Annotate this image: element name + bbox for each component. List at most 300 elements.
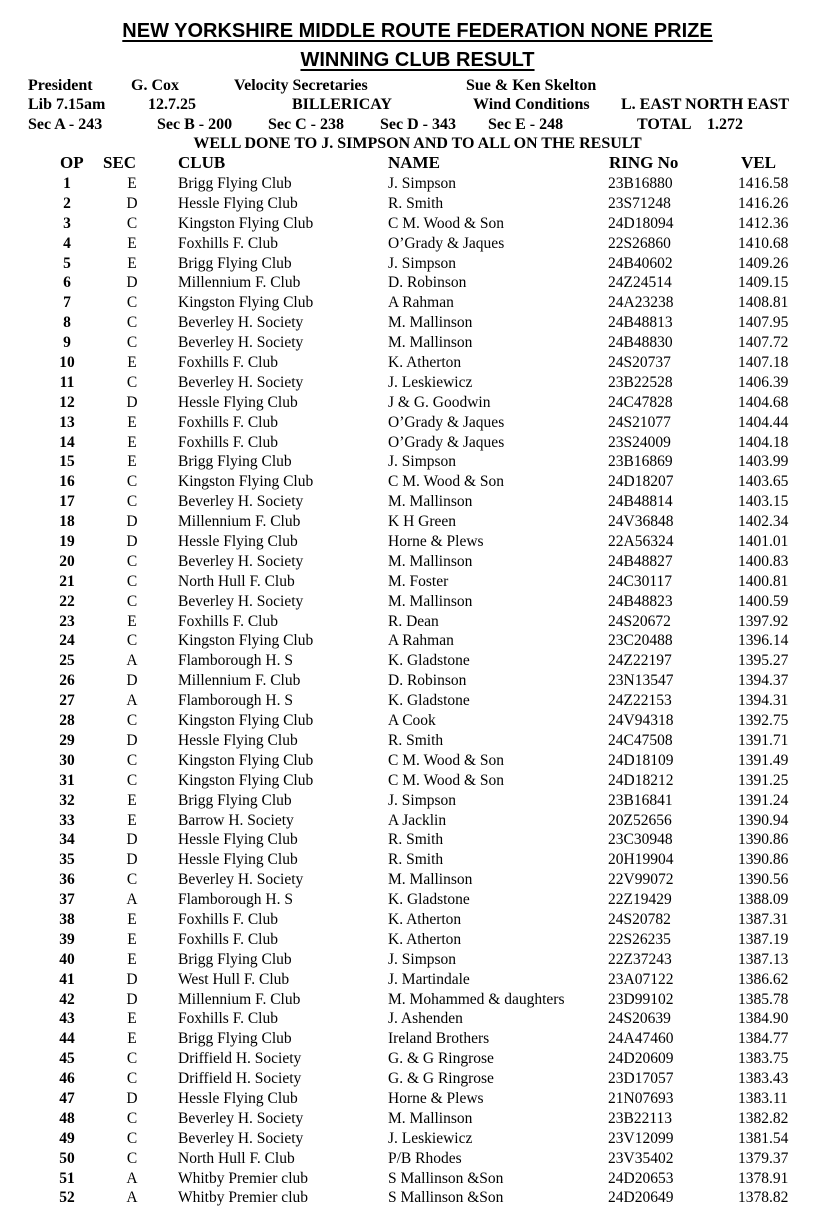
section-cell: C	[126, 771, 138, 789]
velocity-cell: 1378.82	[738, 1189, 789, 1207]
placing-cell: 15	[59, 453, 75, 471]
name-cell: K. Atherton	[388, 930, 462, 948]
velocity-cell: 1400.59	[738, 592, 789, 610]
ring-number-cell: 24D20609	[608, 1050, 674, 1068]
name-cell: R. Smith	[388, 194, 444, 212]
section-cell: E	[127, 791, 137, 809]
ring-number-cell: 24V94318	[608, 712, 674, 730]
ring-number-cell: 22V99072	[608, 871, 674, 889]
table-row	[0, 751, 835, 771]
ring-number-cell: 24B40602	[608, 254, 673, 272]
name-cell: C M. Wood & Son	[388, 751, 505, 769]
section-a-count: Sec A - 243	[28, 116, 103, 133]
name-cell: R. Smith	[388, 731, 444, 749]
ring-number-cell: 24V36848	[608, 513, 674, 531]
name-cell: A Jacklin	[388, 811, 447, 829]
name-cell: C M. Wood & Son	[388, 473, 505, 491]
name-cell: O’Grady & Jaques	[388, 413, 505, 431]
table-row	[0, 1009, 835, 1029]
placing-cell: 44	[59, 1030, 75, 1048]
placing-cell: 18	[59, 513, 75, 531]
table-row	[0, 373, 835, 393]
ring-number-cell: 24D18109	[608, 751, 674, 769]
velocity-cell: 1391.25	[738, 771, 789, 789]
table-row	[0, 293, 835, 313]
section-cell: E	[127, 254, 137, 272]
table-row	[0, 631, 835, 651]
section-c-count: Sec C - 238	[268, 116, 344, 133]
ring-number-cell: 21N07693	[608, 1089, 674, 1107]
velocity-cell: 1403.99	[738, 453, 789, 471]
section-cell: E	[127, 950, 137, 968]
ring-number-cell: 24C47508	[608, 731, 673, 749]
club-cell: Flamborough H. S	[178, 692, 293, 710]
name-cell: K. Gladstone	[388, 692, 470, 710]
section-cell: D	[126, 533, 138, 551]
section-cell: A	[126, 692, 138, 710]
club-cell: Foxhills F. Club	[178, 234, 278, 252]
velocity-cell: 1408.81	[738, 294, 789, 312]
name-cell: J. Leskiewicz	[388, 1129, 473, 1147]
section-cell: E	[127, 1030, 137, 1048]
section-cell: C	[126, 592, 138, 610]
club-cell: Brigg Flying Club	[178, 950, 292, 968]
table-row	[0, 492, 835, 512]
name-cell: O’Grady & Jaques	[388, 433, 505, 451]
placing-cell: 38	[59, 910, 75, 928]
table-row	[0, 850, 835, 870]
column-header-name: NAME	[388, 153, 440, 172]
velocity-cell: 1383.43	[738, 1070, 789, 1088]
table-row	[0, 254, 835, 274]
section-cell: D	[126, 672, 138, 690]
placing-cell: 9	[63, 334, 71, 352]
table-row	[0, 393, 835, 413]
placing-cell: 5	[63, 254, 71, 272]
section-cell: C	[126, 871, 138, 889]
table-row	[0, 273, 835, 293]
table-row	[0, 691, 835, 711]
placing-cell: 8	[63, 314, 71, 332]
placing-cell: 32	[59, 791, 75, 809]
ring-number-cell: 23B16841	[608, 791, 673, 809]
section-cell: E	[127, 433, 137, 451]
title-line-1: NEW YORKSHIRE MIDDLE ROUTE FEDERATION NONE PRIZE	[122, 20, 713, 42]
name-cell: J. Simpson	[388, 950, 457, 968]
ring-number-cell: 23D17057	[608, 1070, 674, 1088]
ring-number-cell: 23V12099	[608, 1129, 674, 1147]
ring-number-cell: 24Z22153	[608, 692, 672, 710]
section-cell: C	[126, 493, 138, 511]
section-cell: C	[126, 214, 138, 232]
table-row	[0, 1109, 835, 1129]
name-cell: A Rahman	[388, 632, 454, 650]
placing-cell: 46	[59, 1070, 75, 1088]
name-cell: Horne & Plews	[388, 1089, 484, 1107]
velocity-cell: 1409.15	[738, 274, 789, 292]
name-cell: M. Mohammed & daughters	[388, 990, 565, 1008]
table-row	[0, 512, 835, 532]
placing-cell: 25	[59, 652, 75, 670]
club-cell: Beverley H. Society	[178, 1129, 304, 1147]
table-row	[0, 910, 835, 930]
name-cell: P/B Rhodes	[388, 1149, 462, 1167]
ring-number-cell: 24B48830	[608, 334, 673, 352]
club-cell: Millennium F. Club	[178, 274, 301, 292]
velocity-cell: 1403.65	[738, 473, 789, 491]
name-cell: A Rahman	[388, 294, 454, 312]
table-row	[0, 1049, 835, 1069]
table-row	[0, 811, 835, 831]
club-cell: Beverley H. Society	[178, 314, 304, 332]
placing-cell: 36	[59, 871, 75, 889]
placing-cell: 14	[59, 433, 75, 451]
table-row	[0, 771, 835, 791]
ring-number-cell: 22Z19429	[608, 891, 672, 909]
placing-cell: 37	[59, 891, 75, 909]
placing-cell: 31	[59, 771, 75, 789]
section-cell: E	[127, 354, 137, 372]
club-cell: Flamborough H. S	[178, 652, 293, 670]
velocity-cell: 1407.18	[738, 354, 789, 372]
velocity-cell: 1403.15	[738, 493, 789, 511]
club-cell: Driffield H. Society	[178, 1050, 302, 1068]
name-cell: K. Atherton	[388, 354, 462, 372]
ring-number-cell: 24B48813	[608, 314, 673, 332]
table-row	[0, 870, 835, 890]
table-row	[0, 711, 835, 731]
club-cell: Flamborough H. S	[178, 891, 293, 909]
ring-number-cell: 24B48823	[608, 592, 673, 610]
table-row	[0, 472, 835, 492]
ring-number-cell: 24S20672	[608, 612, 671, 630]
club-cell: Millennium F. Club	[178, 990, 301, 1008]
ring-number-cell: 22Z37243	[608, 950, 672, 968]
table-row	[0, 1069, 835, 1089]
club-cell: Beverley H. Society	[178, 592, 304, 610]
velocity-cell: 1410.68	[738, 234, 789, 252]
club-cell: Brigg Flying Club	[178, 175, 292, 192]
velocity-cell: 1387.19	[738, 930, 789, 948]
placing-cell: 13	[59, 413, 75, 431]
table-row	[0, 791, 835, 811]
velocity-cell: 1404.18	[738, 433, 789, 451]
club-cell: West Hull F. Club	[178, 970, 290, 988]
name-cell: K. Gladstone	[388, 652, 470, 670]
velocity-cell: 1407.95	[738, 314, 789, 332]
club-cell: Hessle Flying Club	[178, 731, 298, 749]
club-cell: Kingston Flying Club	[178, 214, 314, 232]
placing-cell: 45	[59, 1050, 75, 1068]
name-cell: M. Mallinson	[388, 314, 473, 332]
section-cell: D	[126, 731, 138, 749]
velocity-cell: 1404.44	[738, 413, 789, 431]
table-row	[0, 970, 835, 990]
section-cell: E	[127, 930, 137, 948]
president-label: President	[28, 77, 93, 94]
placing-cell: 17	[59, 493, 75, 511]
name-cell: S Mallinson &Son	[388, 1169, 504, 1187]
name-cell: R. Dean	[388, 612, 439, 630]
name-cell: D. Robinson	[388, 672, 467, 690]
section-cell: E	[127, 910, 137, 928]
club-cell: Kingston Flying Club	[178, 751, 314, 769]
placing-cell: 35	[59, 851, 75, 869]
title-line-2: WINNING CLUB RESULT	[300, 49, 535, 71]
ring-number-cell: 22S26860	[608, 234, 671, 252]
velocity-cell: 1401.01	[738, 533, 789, 551]
placing-cell: 33	[59, 811, 75, 829]
placing-cell: 4	[63, 234, 71, 252]
ring-number-cell: 20H19904	[608, 851, 674, 869]
section-cell: D	[126, 513, 138, 531]
ring-number-cell: 24Z22197	[608, 652, 672, 670]
placing-cell: 1	[63, 175, 71, 192]
section-cell: E	[127, 234, 137, 252]
ring-number-cell: 24D20653	[608, 1169, 674, 1187]
results-table	[0, 174, 835, 1208]
table-row	[0, 930, 835, 950]
table-row	[0, 1149, 835, 1169]
name-cell: M. Foster	[388, 572, 449, 590]
ring-number-cell: 24A23238	[608, 294, 674, 312]
club-cell: Hessle Flying Club	[178, 533, 298, 551]
section-cell: A	[126, 891, 138, 909]
name-cell: J. Leskiewicz	[388, 373, 473, 391]
placing-cell: 48	[59, 1109, 75, 1127]
table-row	[0, 671, 835, 691]
ring-number-cell: 24C30117	[608, 572, 673, 590]
ring-number-cell: 24D18207	[608, 473, 674, 491]
ring-number-cell: 23B16880	[608, 175, 673, 192]
name-cell: G. & G Ringrose	[388, 1070, 494, 1088]
section-cell: C	[126, 1050, 138, 1068]
velocity-cell: 1384.77	[738, 1030, 789, 1048]
section-cell: E	[127, 413, 137, 431]
section-cell: E	[127, 1010, 137, 1028]
club-cell: North Hull F. Club	[178, 1149, 295, 1167]
name-cell: K. Gladstone	[388, 891, 470, 909]
table-row	[0, 194, 835, 214]
section-cell: D	[126, 831, 138, 849]
club-cell: Brigg Flying Club	[178, 1030, 292, 1048]
club-cell: Foxhills F. Club	[178, 1010, 278, 1028]
section-cell: E	[127, 175, 137, 192]
club-cell: Hessle Flying Club	[178, 831, 298, 849]
velocity-cell: 1409.26	[738, 254, 789, 272]
placing-cell: 10	[59, 354, 75, 372]
club-cell: Whitby Premier club	[178, 1169, 308, 1187]
section-cell: D	[126, 393, 138, 411]
table-row	[0, 1188, 835, 1208]
placing-cell: 6	[63, 274, 71, 292]
section-cell: C	[126, 712, 138, 730]
name-cell: M. Mallinson	[388, 592, 473, 610]
club-cell: Beverley H. Society	[178, 1109, 304, 1127]
ring-number-cell: 23D99102	[608, 990, 674, 1008]
section-cell: A	[126, 1169, 138, 1187]
section-cell: A	[126, 652, 138, 670]
wind-conditions-value: L. EAST NORTH EAST	[621, 96, 790, 113]
ring-number-cell: 22S26235	[608, 930, 671, 948]
table-row	[0, 1129, 835, 1149]
name-cell: Ireland Brothers	[388, 1030, 490, 1048]
velocity-cell: 1381.54	[738, 1129, 789, 1147]
name-cell: S Mallinson &Son	[388, 1189, 504, 1207]
name-cell: O’Grady & Jaques	[388, 234, 505, 252]
section-cell: D	[126, 274, 138, 292]
velocity-cell: 1390.94	[738, 811, 789, 829]
ring-number-cell: 22A56324	[608, 533, 674, 551]
velocity-cell: 1382.82	[738, 1109, 789, 1127]
placing-cell: 49	[59, 1129, 75, 1147]
wind-conditions-label: Wind Conditions	[473, 96, 590, 113]
velocity-cell: 1392.75	[738, 712, 789, 730]
placing-cell: 40	[59, 950, 75, 968]
club-cell: Brigg Flying Club	[178, 254, 292, 272]
placing-cell: 39	[59, 930, 75, 948]
name-cell: M. Mallinson	[388, 871, 473, 889]
ring-number-cell: 24Z24514	[608, 274, 672, 292]
club-cell: Hessle Flying Club	[178, 194, 298, 212]
placing-cell: 24	[59, 632, 75, 650]
section-cell: C	[126, 1070, 138, 1088]
section-cell: C	[126, 294, 138, 312]
table-row	[0, 452, 835, 472]
placing-cell: 7	[63, 294, 71, 312]
table-row	[0, 313, 835, 333]
name-cell: A Cook	[388, 712, 436, 730]
velocity-cell: 1396.14	[738, 632, 789, 650]
section-cell: D	[126, 1089, 138, 1107]
ring-number-cell: 24B48827	[608, 552, 673, 570]
section-d-count: Sec D - 343	[380, 116, 456, 133]
table-row	[0, 1029, 835, 1049]
section-cell: E	[127, 612, 137, 630]
velocity-cell: 1397.92	[738, 612, 789, 630]
congratulations-banner: WELL DONE TO J. SIMPSON AND TO ALL ON THE RESULT	[193, 135, 642, 152]
name-cell: R. Smith	[388, 831, 444, 849]
club-cell: Kingston Flying Club	[178, 473, 314, 491]
club-cell: Kingston Flying Club	[178, 294, 314, 312]
placing-cell: 20	[59, 552, 75, 570]
table-row	[0, 532, 835, 552]
race-date: 12.7.25	[148, 96, 196, 113]
placing-cell: 12	[59, 393, 75, 411]
velocity-cell: 1387.31	[738, 910, 789, 928]
column-header-vel: VEL	[741, 153, 776, 172]
club-cell: Kingston Flying Club	[178, 632, 314, 650]
table-row	[0, 1169, 835, 1189]
liberation-time: Lib 7.15am	[28, 96, 106, 113]
club-cell: Foxhills F. Club	[178, 354, 278, 372]
section-cell: C	[126, 552, 138, 570]
ring-number-cell: 24D20649	[608, 1189, 674, 1207]
velocity-cell: 1390.56	[738, 871, 789, 889]
placing-cell: 21	[59, 572, 75, 590]
club-cell: Hessle Flying Club	[178, 1089, 298, 1107]
club-cell: Beverley H. Society	[178, 334, 304, 352]
placing-cell: 41	[59, 970, 75, 988]
president-name: G. Cox	[131, 77, 179, 94]
total-value: 1.272	[707, 116, 743, 133]
section-cell: E	[127, 811, 137, 829]
name-cell: J. Simpson	[388, 791, 457, 809]
placing-cell: 30	[59, 751, 75, 769]
section-cell: C	[126, 751, 138, 769]
total-label: TOTAL	[637, 116, 692, 133]
ring-number-cell: 24C47828	[608, 393, 673, 411]
ring-number-cell: 23C20488	[608, 632, 673, 650]
section-cell: C	[126, 1129, 138, 1147]
name-cell: D. Robinson	[388, 274, 467, 292]
placing-cell: 47	[59, 1089, 75, 1107]
section-cell: C	[126, 314, 138, 332]
velocity-cell: 1416.26	[738, 194, 789, 212]
velocity-cell: 1383.11	[738, 1089, 788, 1107]
velocity-cell: 1379.37	[738, 1149, 789, 1167]
table-row	[0, 572, 835, 592]
column-header-ring: RING No	[609, 153, 679, 172]
ring-number-cell: 24A47460	[608, 1030, 674, 1048]
ring-number-cell: 23A07122	[608, 970, 674, 988]
velocity-cell: 1400.83	[738, 552, 789, 570]
velocity-cell: 1402.34	[738, 513, 789, 531]
placing-cell: 27	[59, 692, 75, 710]
table-row	[0, 1089, 835, 1109]
table-row	[0, 612, 835, 632]
section-e-count: Sec E - 248	[488, 116, 564, 133]
velocity-cell: 1391.71	[738, 731, 789, 749]
section-cell: D	[126, 990, 138, 1008]
velocity-cell: 1394.37	[738, 672, 789, 690]
name-cell: R. Smith	[388, 851, 444, 869]
placing-cell: 16	[59, 473, 75, 491]
club-cell: Foxhills F. Club	[178, 433, 278, 451]
velocity-cell: 1416.58	[738, 175, 789, 192]
placing-cell: 26	[59, 672, 75, 690]
velocity-cell: 1391.49	[738, 751, 789, 769]
velocity-cell: 1384.90	[738, 1010, 789, 1028]
race-location: BILLERICAY	[292, 96, 392, 113]
ring-number-cell: 20Z52656	[608, 811, 672, 829]
name-cell: C M. Wood & Son	[388, 214, 505, 232]
ring-number-cell: 23B22113	[608, 1109, 673, 1127]
name-cell: K H Green	[388, 513, 457, 531]
velocity-cell: 1400.81	[738, 572, 789, 590]
name-cell: J. Simpson	[388, 453, 457, 471]
ring-number-cell: 24D18212	[608, 771, 674, 789]
club-cell: Millennium F. Club	[178, 672, 301, 690]
name-cell: M. Mallinson	[388, 493, 473, 511]
name-cell: C M. Wood & Son	[388, 771, 505, 789]
section-cell: C	[126, 1149, 138, 1167]
placing-cell: 28	[59, 712, 75, 730]
velocity-cell: 1412.36	[738, 214, 789, 232]
placing-cell: 43	[59, 1010, 75, 1028]
club-cell: Beverley H. Society	[178, 552, 304, 570]
placing-cell: 51	[59, 1169, 75, 1187]
section-cell: C	[126, 572, 138, 590]
ring-number-cell: 24S20639	[608, 1010, 671, 1028]
section-cell: C	[126, 473, 138, 491]
club-cell: Beverley H. Society	[178, 373, 304, 391]
velocity-cell: 1390.86	[738, 831, 789, 849]
section-cell: E	[127, 453, 137, 471]
section-cell: C	[126, 334, 138, 352]
name-cell: J. Ashenden	[388, 1010, 463, 1028]
placing-cell: 50	[59, 1149, 75, 1167]
